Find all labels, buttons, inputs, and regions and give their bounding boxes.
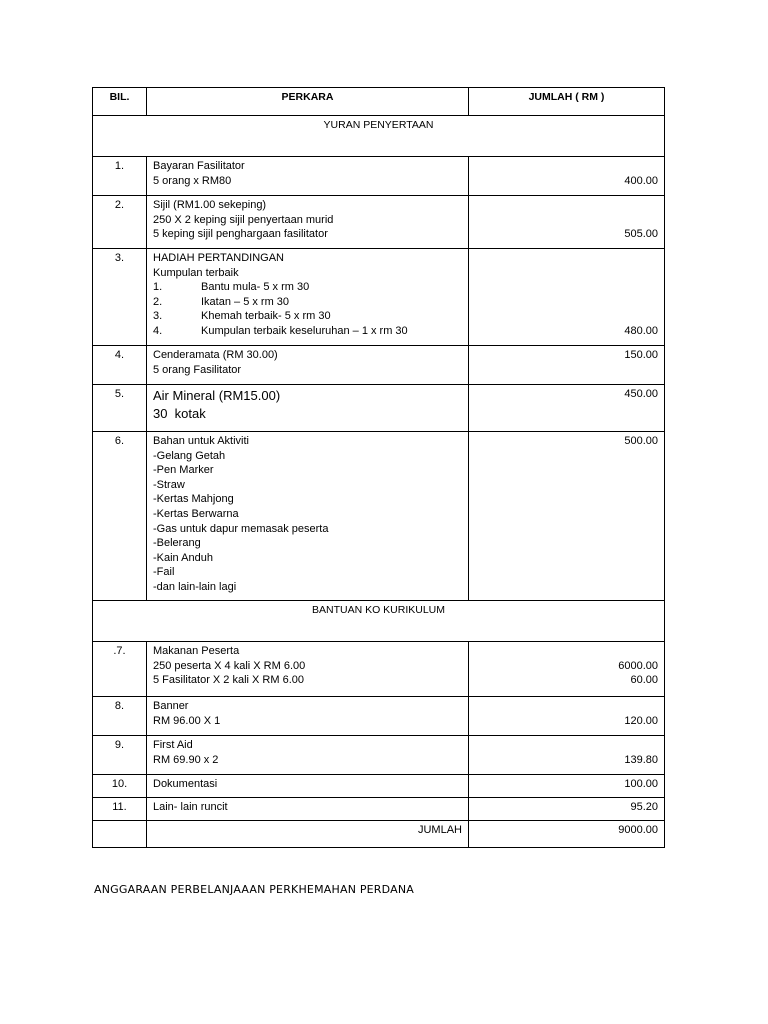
row-line: -Pen Marker (153, 464, 214, 477)
row-amount: 150.00 (469, 346, 665, 385)
row-line: 30 kotak (153, 406, 206, 421)
row-line: Bayaran Fasilitator (153, 160, 245, 172)
sub-item (153, 309, 462, 324)
row-line: 5 Fasilitator X 2 kali X RM 6.00 (153, 674, 305, 687)
sub-item-number: 3. (153, 310, 163, 323)
row-number: 8. (93, 697, 147, 736)
row-line: RM 96.00 X 1 (153, 714, 221, 727)
section-bantuan: BANTUAN KO KURIKULUM (93, 601, 665, 642)
row-amount-cell (469, 736, 665, 775)
row-line: -Kertas Mahjong (153, 493, 234, 506)
table-row (93, 697, 665, 736)
sub-item (153, 324, 462, 339)
row-number: 2. (93, 196, 147, 249)
row-line: -dan lain-lain lagi (153, 580, 237, 593)
total-row (93, 821, 665, 848)
section-yuran: YURAN PENYERTAAN (93, 116, 665, 157)
row-amount: 500.00 (469, 432, 665, 601)
row-amount: 450.00 (469, 385, 665, 432)
row-line: 250 X 2 keping sijil penyertaan murid (153, 213, 334, 226)
row-number: 10. (93, 775, 147, 798)
row-number: 5. (93, 385, 147, 432)
sub-item-text: Khemah terbaik- 5 x rm 30 (201, 310, 331, 323)
row-line: -Straw (153, 478, 185, 491)
document-caption: ANGGARAAN PERBELANJAAAN PERKHEMAHAN PERDANA (94, 883, 415, 896)
row-line: Sijil (RM1.00 sekeping) (153, 199, 267, 211)
row-description: Dokumentasi (147, 775, 469, 798)
row-amount-cell (469, 196, 665, 249)
table-row (93, 736, 665, 775)
row-amount: 480.00 (624, 324, 658, 337)
section-row (93, 116, 665, 157)
sub-item-number: 2. (153, 295, 163, 308)
row-description (147, 432, 469, 601)
row-number: 4. (93, 346, 147, 385)
table-row (93, 249, 665, 346)
row-amount-cell (469, 642, 665, 697)
budget-table (92, 87, 665, 848)
sub-item (153, 280, 462, 295)
row-number: 3. (93, 249, 147, 346)
sub-item-text: Ikatan – 5 x rm 30 (201, 295, 290, 308)
row-line: -Gelang Getah (153, 449, 226, 462)
sub-item (153, 295, 462, 310)
row-line: -Gas untuk dapur memasak peserta (153, 522, 329, 535)
row-line: Makanan Peserta (153, 645, 240, 657)
row-description (147, 346, 469, 385)
sub-item-number: 1. (153, 281, 163, 294)
row-line: Bahan untuk Aktiviti (153, 435, 250, 447)
row-amount: 400.00 (624, 174, 658, 187)
table-row (93, 196, 665, 249)
table-row (93, 385, 665, 432)
row-number: 6. (93, 432, 147, 601)
row-description (147, 697, 469, 736)
row-line: 250 peserta X 4 kali X RM 6.00 (153, 659, 306, 672)
header-row (93, 88, 665, 116)
row-number: 1. (93, 157, 147, 196)
row-line: First Aid (153, 739, 193, 751)
row-line: 5 orang x RM80 (153, 174, 232, 187)
row-line: -Fail (153, 566, 175, 579)
row-amount: 505.00 (624, 228, 658, 241)
table-row (93, 798, 665, 821)
table-row (93, 432, 665, 601)
sub-item-number: 4. (153, 324, 163, 337)
row-number: 11. (93, 798, 147, 821)
sub-item-text: Kumpulan terbaik keseluruhan – 1 x rm 30 (201, 324, 408, 337)
row-description (147, 196, 469, 249)
table-row (93, 642, 665, 697)
row-line: 5 orang Fasilitator (153, 363, 242, 376)
row-line: -Kain Anduh (153, 551, 213, 564)
row-amount: 120.00 (624, 714, 658, 727)
table-row (93, 775, 665, 798)
table-row (93, 346, 665, 385)
row-description (147, 736, 469, 775)
row-number: .7. (93, 642, 147, 697)
row-line: RM 69.90 x 2 (153, 753, 219, 766)
row-amount-cell (469, 697, 665, 736)
row-description (147, 249, 469, 346)
header-bil: BIL. (93, 88, 147, 116)
row-line: Banner (153, 700, 189, 712)
row-amount: 95.20 (469, 798, 665, 821)
total-label: JUMLAH (147, 821, 469, 848)
sub-item-text: Bantu mula- 5 x rm 30 (201, 281, 310, 294)
row-description (147, 642, 469, 697)
row-amount-cell (469, 249, 665, 346)
row-amount: 100.00 (469, 775, 665, 798)
row-line: -Kertas Berwarna (153, 507, 239, 520)
total-blank (93, 821, 147, 848)
header-perkara: PERKARA (147, 88, 469, 116)
row-line: HADIAH PERTANDINGAN (153, 252, 285, 264)
total-amount: 9000.00 (469, 821, 665, 848)
row-amount: 6000.00 (618, 659, 658, 672)
section-row (93, 601, 665, 642)
header-jumlah: JUMLAH ( RM ) (469, 88, 665, 116)
row-line: Kumpulan terbaik (153, 266, 239, 279)
row-amount: 60.00 (630, 674, 658, 687)
row-amount: 139.80 (624, 753, 658, 766)
row-line: -Belerang (153, 537, 201, 550)
row-line: Air Mineral (RM15.00) (153, 388, 281, 403)
row-description (147, 157, 469, 196)
row-description: Lain- lain runcit (147, 798, 469, 821)
table-row (93, 157, 665, 196)
row-line: Cenderamata (RM 30.00) (153, 349, 278, 361)
row-description (147, 385, 469, 432)
row-line: 5 keping sijil penghargaan fasilitator (153, 228, 328, 241)
row-number: 9. (93, 736, 147, 775)
row-amount-cell (469, 157, 665, 196)
